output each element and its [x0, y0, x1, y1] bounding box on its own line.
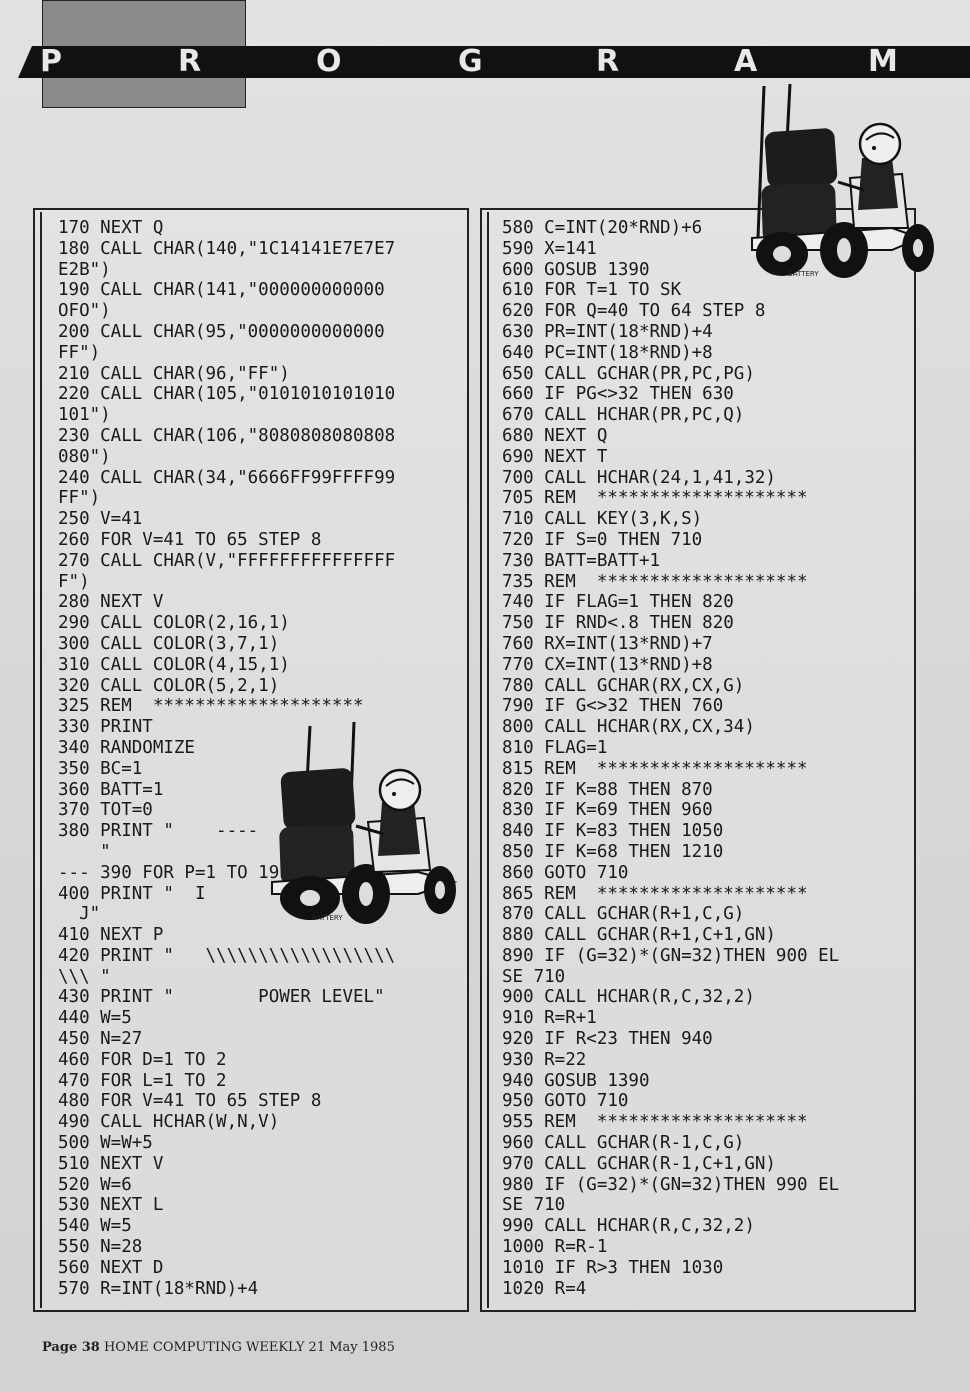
code-line: 750 IF RND<.8 THEN 820 — [502, 613, 734, 634]
code-line: 900 CALL HCHAR(R,C,32,2) — [502, 987, 755, 1008]
code-line: 670 CALL HCHAR(PR,PC,Q) — [502, 405, 745, 426]
code-line: 840 IF K=83 THEN 1050 — [502, 821, 724, 842]
code-line: 620 FOR Q=40 TO 64 STEP 8 — [502, 301, 766, 322]
code-line: --- 390 FOR P=1 TO 19 — [58, 862, 280, 883]
left-inner-rule — [40, 212, 42, 1308]
code-line: 815 REM ******************** — [502, 758, 808, 779]
code-line: 930 R=22 — [502, 1049, 587, 1070]
right-code-listing — [502, 218, 839, 1299]
code-line: 325 REM ******************** — [58, 696, 364, 717]
code-line: 370 TOT=0 — [58, 800, 153, 821]
code-line: 330 PRINT — [58, 717, 153, 738]
battery-tag: BATTERY — [312, 914, 343, 922]
code-line: 760 RX=INT(13*RND)+7 — [502, 633, 713, 654]
code-line: 290 CALL COLOR(2,16,1) — [58, 613, 290, 634]
code-line: 820 IF K=88 THEN 870 — [502, 779, 713, 800]
code-line: 350 BC=1 — [58, 758, 143, 779]
right-inner-rule — [487, 212, 489, 1308]
code-line: 180 CALL CHAR(140,"1C14141E7E7E7 — [58, 238, 396, 259]
code-line: 450 N=27 — [58, 1029, 143, 1050]
publication-line: HOME COMPUTING WEEKLY 21 May 1985 — [103, 1340, 395, 1355]
banner-letter: R — [178, 44, 204, 79]
banner-letter: P — [40, 44, 64, 79]
code-line: 800 CALL HCHAR(RX,CX,34) — [502, 717, 755, 738]
program-banner — [18, 46, 970, 78]
code-line: 510 NEXT V — [58, 1153, 164, 1174]
code-line: 280 NEXT V — [58, 592, 164, 613]
code-line: 1020 R=4 — [502, 1278, 587, 1299]
code-line: SE 710 — [502, 1195, 566, 1216]
forklift-driver-icon — [268, 718, 464, 926]
code-line: J" — [58, 904, 101, 925]
code-line: 560 NEXT D — [58, 1257, 164, 1278]
forklift-driver-icon — [742, 78, 940, 280]
code-line: 950 GOTO 710 — [502, 1091, 629, 1112]
code-line: 920 IF R<23 THEN 940 — [502, 1029, 713, 1050]
code-line: 220 CALL CHAR(105,"0101010101010 — [58, 384, 396, 405]
code-line: 170 NEXT Q — [58, 218, 164, 238]
code-line: 340 RANDOMIZE — [58, 737, 195, 758]
page-number: Page 38 — [42, 1340, 100, 1355]
code-line: 700 CALL HCHAR(24,1,41,32) — [502, 467, 776, 488]
code-line: 770 CX=INT(13*RND)+8 — [502, 654, 713, 675]
code-line: 210 CALL CHAR(96,"FF") — [58, 363, 290, 384]
code-line: 600 GOSUB 1390 — [502, 259, 650, 280]
code-line: 190 CALL CHAR(141,"000000000000 — [58, 280, 385, 301]
code-line: 250 V=41 — [58, 509, 143, 530]
code-line: 890 IF (G=32)*(GN=32)THEN 900 EL — [502, 945, 840, 966]
code-line: 420 PRINT " \\\\\\\\\\\\\\\\\\ — [58, 945, 396, 966]
code-line: 490 CALL HCHAR(W,N,V) — [58, 1112, 280, 1133]
code-line: 660 IF PG<>32 THEN 630 — [502, 384, 734, 405]
code-line: 880 CALL GCHAR(R+1,C+1,GN) — [502, 925, 776, 946]
code-line: 680 NEXT Q — [502, 425, 608, 446]
code-line: 320 CALL COLOR(5,2,1) — [58, 675, 280, 696]
code-line: 790 IF G<>32 THEN 760 — [502, 696, 724, 717]
code-line: OFO") — [58, 301, 111, 322]
code-line: 400 PRINT " I — [58, 883, 206, 904]
code-line: 1000 R=R-1 — [502, 1237, 608, 1258]
code-line: 650 CALL GCHAR(PR,PC,PG) — [502, 363, 755, 384]
code-line: FF") — [58, 488, 101, 509]
code-line: 970 CALL GCHAR(R-1,C+1,GN) — [502, 1153, 776, 1174]
code-line: F") — [58, 571, 90, 592]
code-line: SE 710 — [502, 966, 566, 987]
code-line: 200 CALL CHAR(95,"0000000000000 — [58, 321, 385, 342]
code-line: \\\ " — [58, 966, 111, 987]
code-line: 470 FOR L=1 TO 2 — [58, 1070, 227, 1091]
code-line: 380 PRINT " ---- — [58, 821, 259, 842]
code-line: 720 IF S=0 THEN 710 — [502, 529, 703, 550]
banner-letter: G — [458, 44, 485, 79]
code-line: 460 FOR D=1 TO 2 — [58, 1049, 227, 1070]
page-footer — [42, 1340, 395, 1355]
code-line: 310 CALL COLOR(4,15,1) — [58, 654, 290, 675]
code-line: 810 FLAG=1 — [502, 737, 608, 758]
code-line: 580 C=INT(20*RND)+6 — [502, 218, 703, 238]
code-line: 830 IF K=69 THEN 960 — [502, 800, 713, 821]
code-line: 480 FOR V=41 TO 65 STEP 8 — [58, 1091, 322, 1112]
code-line: 230 CALL CHAR(106,"8080808080808 — [58, 425, 396, 446]
code-line: 990 CALL HCHAR(R,C,32,2) — [502, 1216, 755, 1237]
code-line: 960 CALL GCHAR(R-1,C,G) — [502, 1133, 745, 1154]
code-line: 980 IF (G=32)*(GN=32)THEN 990 EL — [502, 1174, 840, 1195]
battery-tag: BATTERY — [788, 270, 819, 278]
code-line: 240 CALL CHAR(34,"6666FF99FFFF99 — [58, 467, 396, 488]
banner-letter: O — [316, 44, 344, 79]
code-line: 080") — [58, 446, 111, 467]
banner-letter: R — [596, 44, 622, 79]
code-line: 101") — [58, 405, 111, 426]
code-line: 1010 IF R>3 THEN 1030 — [502, 1257, 724, 1278]
code-line: 640 PC=INT(18*RND)+8 — [502, 342, 713, 363]
code-line: 735 REM ******************** — [502, 571, 808, 592]
code-line: 590 X=141 — [502, 238, 597, 259]
code-line: 710 CALL KEY(3,K,S) — [502, 509, 703, 530]
code-line: 520 W=6 — [58, 1174, 132, 1195]
banner-letter: M — [868, 44, 900, 79]
code-line: 860 GOTO 710 — [502, 862, 629, 883]
code-line: 955 REM ******************** — [502, 1112, 808, 1133]
code-line: 440 W=5 — [58, 1008, 132, 1029]
code-line: 630 PR=INT(18*RND)+4 — [502, 321, 713, 342]
code-line: 705 REM ******************** — [502, 488, 808, 509]
code-line: 740 IF FLAG=1 THEN 820 — [502, 592, 734, 613]
code-line: 940 GOSUB 1390 — [502, 1070, 650, 1091]
code-line: 910 R=R+1 — [502, 1008, 597, 1029]
code-line: 730 BATT=BATT+1 — [502, 550, 661, 571]
code-line: 410 NEXT P — [58, 925, 164, 946]
code-line: 865 REM ******************** — [502, 883, 808, 904]
code-line: 850 IF K=68 THEN 1210 — [502, 841, 724, 862]
code-line: E2B") — [58, 259, 111, 280]
code-line: 430 PRINT " POWER LEVEL" — [58, 987, 385, 1008]
code-line: 550 N=28 — [58, 1237, 143, 1258]
code-line: 570 R=INT(18*RND)+4 — [58, 1278, 259, 1299]
code-line: " — [58, 841, 111, 862]
banner-letter: A — [734, 44, 760, 79]
code-line: 870 CALL GCHAR(R+1,C,G) — [502, 904, 745, 925]
code-line: 300 CALL COLOR(3,7,1) — [58, 633, 280, 654]
code-line: 360 BATT=1 — [58, 779, 164, 800]
code-line: 260 FOR V=41 TO 65 STEP 8 — [58, 529, 322, 550]
code-line: 540 W=5 — [58, 1216, 132, 1237]
code-line: 270 CALL CHAR(V,"FFFFFFFFFFFFFFF — [58, 550, 396, 571]
code-line: 610 FOR T=1 TO SK — [502, 280, 682, 301]
code-line: 500 W=W+5 — [58, 1133, 153, 1154]
code-line: 780 CALL GCHAR(RX,CX,G) — [502, 675, 745, 696]
code-line: 530 NEXT L — [58, 1195, 164, 1216]
code-line: 690 NEXT T — [502, 446, 608, 467]
code-line: FF") — [58, 342, 101, 363]
